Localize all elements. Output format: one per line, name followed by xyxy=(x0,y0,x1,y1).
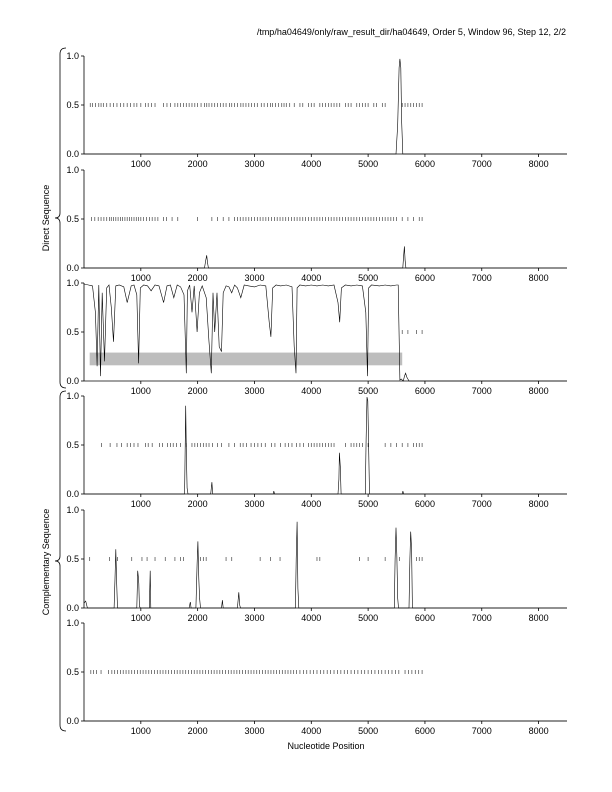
x-tick-label: 3000 xyxy=(244,273,265,283)
x-tick-label: 6000 xyxy=(414,613,435,623)
x-tick-label: 1000 xyxy=(130,726,151,736)
y-tick-label: 1.0 xyxy=(66,278,79,288)
signal-curve xyxy=(84,522,567,608)
y-tick-label: 0.0 xyxy=(66,376,79,386)
highlight-band xyxy=(90,353,403,366)
group-label-direct: Direct Sequence xyxy=(41,184,51,252)
x-tick-label: 3000 xyxy=(244,613,265,623)
x-axis-label: Nucleotide Position xyxy=(287,741,365,751)
x-tick-label: 6000 xyxy=(414,499,435,509)
y-tick-label: 0.5 xyxy=(66,440,79,450)
y-tick-label: 0.0 xyxy=(66,263,79,273)
panel-1 xyxy=(66,51,567,169)
x-tick-label: 1000 xyxy=(130,386,151,396)
panel-4 xyxy=(66,391,567,509)
group-label-complementary: Complementary Sequence xyxy=(41,508,51,616)
x-tick-label: 2000 xyxy=(187,273,208,283)
y-tick-label: 1.0 xyxy=(66,505,79,515)
y-tick-label: 0.0 xyxy=(66,603,79,613)
x-tick-label: 7000 xyxy=(471,386,492,396)
signal-curve xyxy=(84,284,567,381)
x-tick-label: 5000 xyxy=(358,386,379,396)
x-tick-label: 1000 xyxy=(130,273,151,283)
group-bracket xyxy=(55,48,66,388)
panel-2 xyxy=(66,165,567,283)
x-tick-label: 7000 xyxy=(471,726,492,736)
panels xyxy=(66,51,567,736)
y-tick-label: 0.5 xyxy=(66,667,79,677)
y-tick-label: 0.5 xyxy=(66,327,79,337)
y-tick-label: 1.0 xyxy=(66,391,79,401)
x-tick-label: 3000 xyxy=(244,386,265,396)
x-tick-label: 2000 xyxy=(187,386,208,396)
x-tick-label: 7000 xyxy=(471,613,492,623)
x-tick-label: 6000 xyxy=(414,273,435,283)
x-tick-label: 8000 xyxy=(528,273,549,283)
x-tick-label: 5000 xyxy=(358,613,379,623)
x-tick-label: 8000 xyxy=(528,726,549,736)
x-tick-label: 2000 xyxy=(187,499,208,509)
y-tick-label: 0.5 xyxy=(66,214,79,224)
x-tick-label: 1000 xyxy=(130,613,151,623)
x-tick-label: 8000 xyxy=(528,159,549,169)
x-tick-label: 6000 xyxy=(414,159,435,169)
x-tick-label: 8000 xyxy=(528,613,549,623)
header-caption: /tmp/ha04649/only/raw_result_dir/ha04649, Order 5, Window 96, Step 12, 2/2 xyxy=(256,27,566,37)
panel-3 xyxy=(66,278,567,396)
x-tick-label: 1000 xyxy=(130,159,151,169)
x-tick-label: 6000 xyxy=(414,726,435,736)
x-tick-label: 2000 xyxy=(187,159,208,169)
x-tick-label: 2000 xyxy=(187,726,208,736)
y-tick-label: 1.0 xyxy=(66,618,79,628)
x-tick-label: 7000 xyxy=(471,273,492,283)
x-tick-label: 4000 xyxy=(301,499,322,509)
group-brackets xyxy=(55,48,66,731)
x-tick-label: 8000 xyxy=(528,499,549,509)
x-tick-label: 8000 xyxy=(528,386,549,396)
y-tick-label: 0.5 xyxy=(66,554,79,564)
panel-5 xyxy=(66,505,567,623)
y-tick-label: 1.0 xyxy=(66,165,79,175)
x-tick-label: 5000 xyxy=(358,726,379,736)
y-tick-label: 0.0 xyxy=(66,149,79,159)
x-tick-label: 2000 xyxy=(187,613,208,623)
x-tick-label: 5000 xyxy=(358,273,379,283)
x-tick-label: 1000 xyxy=(130,499,151,509)
x-tick-label: 7000 xyxy=(471,159,492,169)
x-tick-label: 3000 xyxy=(244,499,265,509)
x-tick-label: 5000 xyxy=(358,159,379,169)
y-tick-label: 0.5 xyxy=(66,100,79,110)
signal-curve xyxy=(84,246,567,268)
x-tick-label: 6000 xyxy=(414,386,435,396)
x-tick-label: 7000 xyxy=(471,499,492,509)
x-tick-label: 3000 xyxy=(244,726,265,736)
x-tick-label: 4000 xyxy=(301,159,322,169)
x-tick-label: 4000 xyxy=(301,273,322,283)
y-tick-label: 1.0 xyxy=(66,51,79,61)
group-bracket xyxy=(55,391,66,731)
x-tick-label: 4000 xyxy=(301,386,322,396)
x-tick-label: 4000 xyxy=(301,726,322,736)
x-tick-label: 4000 xyxy=(301,613,322,623)
panel-6 xyxy=(66,618,567,736)
x-tick-label: 3000 xyxy=(244,159,265,169)
y-tick-label: 0.0 xyxy=(66,716,79,726)
x-tick-label: 5000 xyxy=(358,499,379,509)
y-tick-label: 0.0 xyxy=(66,489,79,499)
